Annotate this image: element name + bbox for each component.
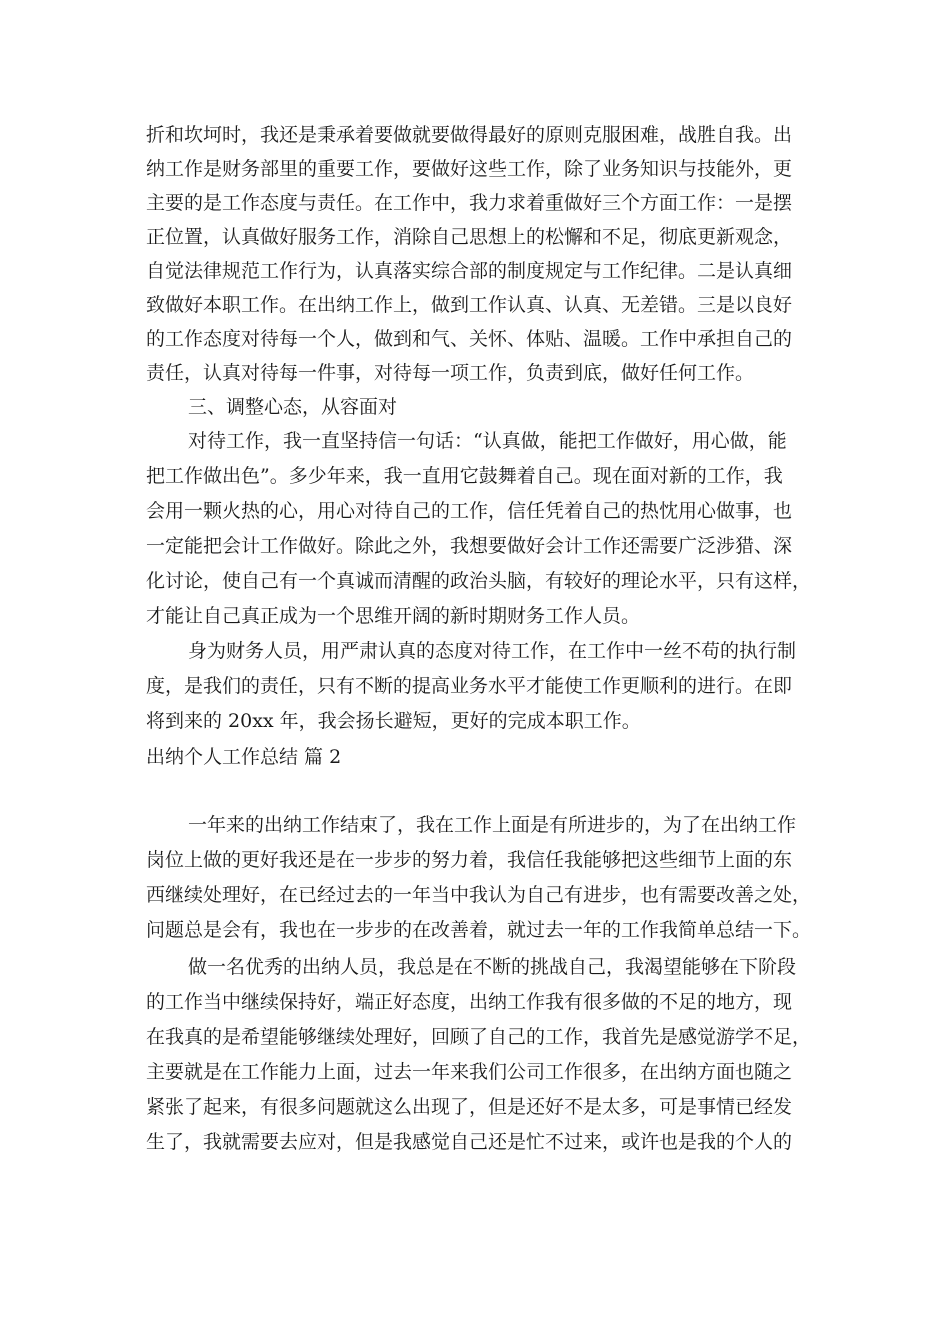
paragraph-line: 正位置，认真做好服务工作，消除自己思想上的松懈和不足，彻底更新观念， [146,226,793,248]
paragraph-line: 岗位上做的更好我还是在一步步的努力着，我信任我能够把这些细节上面的东 [146,849,793,871]
section-title: 出纳个人工作总结 篇 2 [146,746,342,768]
paragraph-line: 一定能把会计工作做好。除此之外，我想要做好会计工作还需要广泛涉猎、深 [146,535,793,557]
paragraph-line: 对待工作，我一直坚持信一句话：“认真做，能把工作做好，用心做，能 [188,430,787,452]
paragraph-line: 折和坎坷时，我还是秉承着要做就要做得最好的原则克服困难，战胜自我。出 [146,124,793,146]
paragraph-line: 自觉法律规范工作行为，认真落实综合部的制度规定与工作纪律。二是认真细 [146,260,793,282]
paragraph-line: 主要就是在工作能力上面，过去一年来我们公司工作很多，在出纳方面也随之 [146,1061,793,1083]
paragraph-line: 纳工作是财务部里的重要工作，要做好这些工作，除了业务知识与技能外，更 [146,158,793,180]
paragraph-line: 的工作态度对待每一个人，做到和气、关怀、体贴、温暖。工作中承担自己的 [146,328,793,350]
paragraph-line: 问题总是会有，我也在一步步的在改善着，就过去一年的工作我简单总结一下。 [146,919,812,941]
paragraph-line: 度，是我们的责任，只有不断的提高业务水平才能使工作更顺利的进行。在即 [146,675,793,697]
paragraph-line: 紧张了起来，有很多问题就这么出现了，但是还好不是太多，可是事情已经发 [146,1096,793,1118]
paragraph-line: 一年来的出纳工作结束了，我在工作上面是有所进步的，为了在出纳工作 [188,814,797,836]
paragraph-line: 致做好本职工作。在出纳工作上，做到工作认真、认真、无差错。三是以良好 [146,294,793,316]
paragraph-line: 身为财务人员，用严肃认真的态度对待工作，在工作中一丝不苟的执行制 [188,640,797,662]
paragraph-line: 化讨论，使自己有一个真诚而清醒的政治头脑，有较好的理论水平，只有这样， [146,570,812,592]
paragraph-line: 主要的是工作态度与责任。在工作中，我力求着重做好三个方面工作：一是摆 [146,192,793,214]
paragraph-line: 把工作做出色”。多少年来，我一直用它鼓舞着自己。现在面对新的工作，我 [146,465,783,487]
paragraph-line: 做一名优秀的出纳人员，我总是在不断的挑战自己，我渴望能够在下阶段 [188,956,797,978]
paragraph-line: 的工作当中继续保持好，端正好态度，出纳工作我有很多做的不足的地方，现 [146,991,793,1013]
paragraph-line: 才能让自己真正成为一个思维开阔的新时期财务工作人员。 [146,605,641,627]
paragraph-line: 责任，认真对待每一件事，对待每一项工作，负责到底，做好任何工作。 [146,362,755,384]
section-heading: 三、调整心态，从容面对 [188,396,398,418]
paragraph-line: 西继续处理好，在已经过去的一年当中我认为自己有进步，也有需要改善之处， [146,884,812,906]
paragraph-line: 将到来的 20xx 年，我会扬长避短，更好的完成本职工作。 [146,710,641,732]
paragraph-line: 会用一颗火热的心，用心对待自己的工作，信任凭着自己的热忱用心做事，也 [146,500,793,522]
paragraph-line: 在我真的是希望能够继续处理好，回顾了自己的工作，我首先是感觉游学不足， [146,1026,812,1048]
paragraph-line: 生了，我就需要去应对，但是我感觉自己还是忙不过来，或许也是我的个人的 [146,1131,793,1153]
